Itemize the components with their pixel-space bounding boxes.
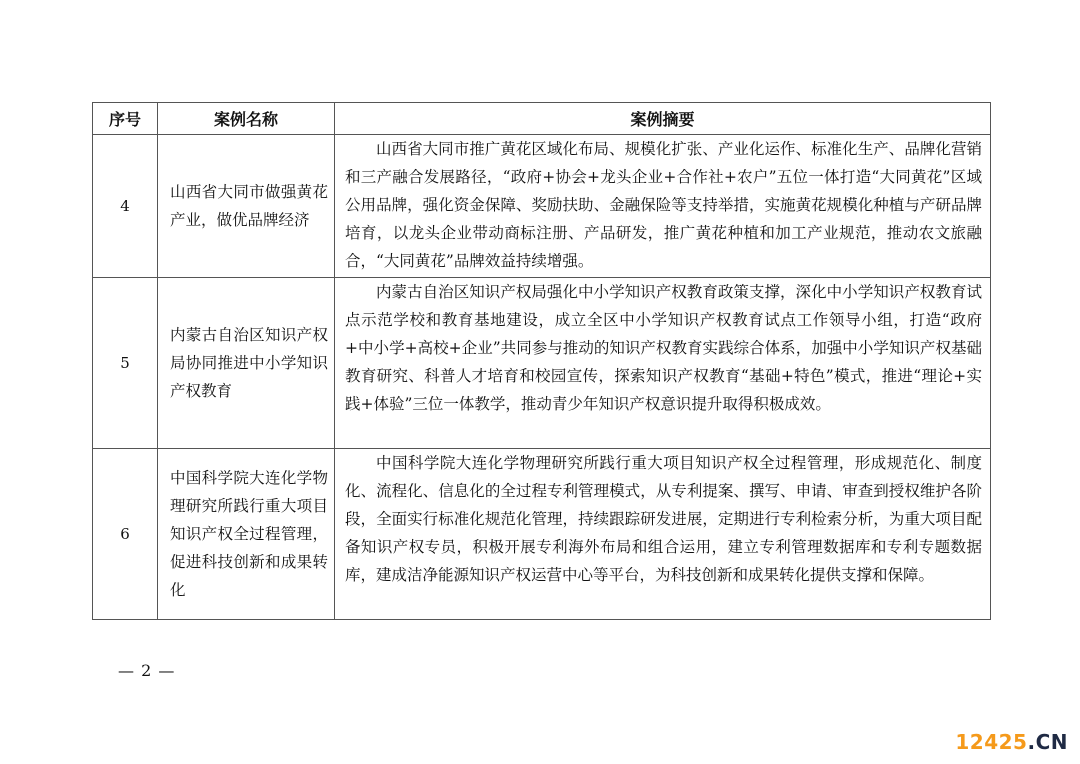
table-row (93, 135, 991, 278)
table-row (93, 278, 991, 449)
case-name: 山西省大同市做强黄花产业，做优品牌经济 (158, 135, 335, 278)
watermark-tld: CN (1035, 730, 1068, 754)
watermark-number: 12425 (955, 730, 1028, 754)
table-row (93, 449, 991, 620)
header-summary: 案例摘要 (335, 103, 991, 135)
case-summary: 内蒙古自治区知识产权局强化中小学知识产权教育政策支撑，深化中小学知识产权教育试点示范学校和教育基地建设，成立全区中小学知识产权教育试点工作领导小组，打造“政府+中小学+高校+企业”共同参与推动的知识产权教育实践综合体系，加强中小学知识产权基础教育研究、科普人才培育和校园宣传，探索知识产权教育“基础+特色”模式，推进“理论+实践+体验”三位一体教学，推动青少年知识产权意识提升取得积极成效。 (335, 278, 991, 449)
case-name: 中国科学院大连化学物理研究所践行重大项目知识产权全过程管理，促进科技创新和成果转化 (158, 449, 335, 620)
case-table (92, 102, 991, 620)
site-watermark (955, 730, 1068, 754)
case-summary: 山西省大同市推广黄花区域化布局、规模化扩张、产业化运作、标准化生产、品牌化营销和三产融合发展路径，“政府+协会+龙头企业+合作社+农户”五位一体打造“大同黄花”区域公用品牌，强化资金保障、奖励扶助、金融保险等支持举措，实施黄花规模化种植与产研品牌培育，以龙头企业带动商标注册、产品研发，推广黄花种植和加工产业规范，推动农文旅融合，“大同黄花”品牌效益持续增强。 (335, 135, 991, 278)
header-index: 序号 (93, 103, 158, 135)
header-name: 案例名称 (158, 103, 335, 135)
case-index: 4 (93, 135, 158, 278)
page-number: — 2 — (118, 661, 176, 680)
case-index: 5 (93, 278, 158, 449)
case-index: 6 (93, 449, 158, 620)
header-row (93, 103, 991, 135)
case-summary: 中国科学院大连化学物理研究所践行重大项目知识产权全过程管理，形成规范化、制度化、流程化、信息化的全过程专利管理模式，从专利提案、撰写、申请、审查到授权维护各阶段，全面实行标准化规范化管理，持续跟踪研发进展，定期进行专利检索分析，为重大项目配备知识产权专员，积极开展专利海外布局和组合运用，建立专利管理数据库和专利专题数据库，建成洁净能源知识产权运营中心等平台，为科技创新和成果转化提供支撑和保障。 (335, 449, 991, 620)
watermark-dot: . (1027, 730, 1036, 754)
case-name: 内蒙古自治区知识产权局协同推进中小学知识产权教育 (158, 278, 335, 449)
